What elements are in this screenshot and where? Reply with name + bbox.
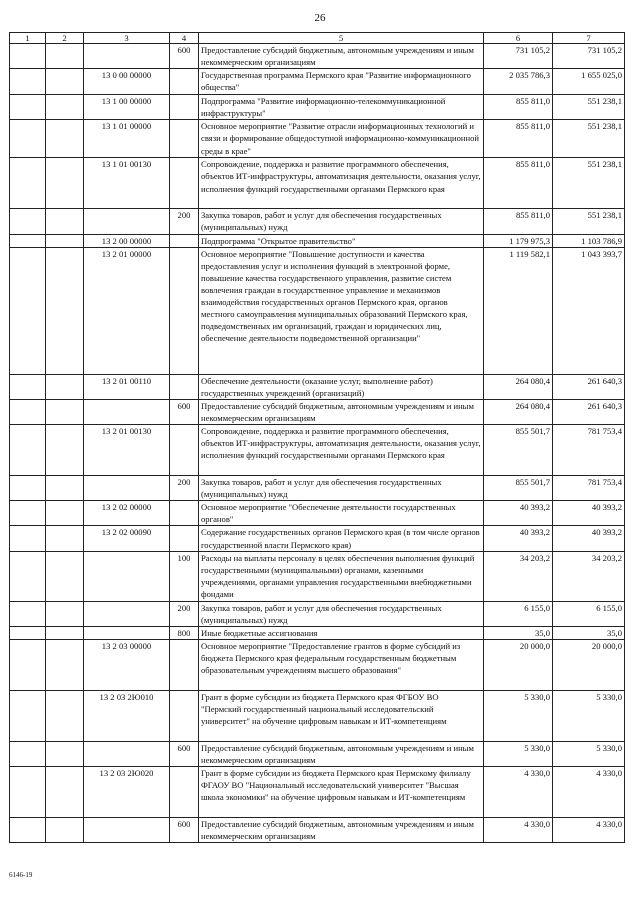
amount-col6: 5 330,0	[484, 690, 553, 741]
target-article-code: 13 2 00 00000	[84, 234, 170, 247]
target-article-code: 13 2 03 2Ю010	[84, 690, 170, 741]
cell-col2	[46, 234, 84, 247]
expense-type-code	[170, 526, 199, 551]
target-article-code: 13 1 01 00130	[84, 158, 170, 209]
amount-col6: 855 811,0	[484, 209, 553, 234]
amount-col7: 35,0	[553, 626, 625, 639]
expense-type-code: 200	[170, 476, 199, 501]
target-article-code	[84, 741, 170, 766]
amount-col6: 4 330,0	[484, 767, 553, 818]
amount-col7: 551 238,1	[553, 120, 625, 158]
cell-col2	[46, 425, 84, 476]
amount-col6: 40 393,2	[484, 501, 553, 526]
table-row	[10, 526, 625, 551]
cell-col2	[46, 767, 84, 818]
amount-col7: 781 753,4	[553, 476, 625, 501]
table-row	[10, 818, 625, 843]
item-name: Предоставление субсидий бюджетным, автономным учреждениям и иным некоммерческим организациям	[199, 741, 484, 766]
cell-col2	[46, 95, 84, 120]
item-name: Основное мероприятие "Развитие отрасли информационных технологий и связи и формирование общедоступной информационно-коммуникационной среды в крае"	[199, 120, 484, 158]
table-row	[10, 690, 625, 741]
table-row	[10, 69, 625, 95]
expense-type-code	[170, 690, 199, 741]
budget-table	[9, 32, 625, 843]
table-row	[10, 425, 625, 476]
amount-col6: 5 330,0	[484, 741, 553, 766]
amount-col6: 2 035 786,3	[484, 69, 553, 95]
cell-col1	[10, 626, 46, 639]
item-name: Подпрограмма "Развитие информационно-телекоммуникационной инфраструктуры"	[199, 95, 484, 120]
amount-col6: 20 000,0	[484, 639, 553, 690]
item-name: Грант в форме субсидии из бюджета Пермского края ФГБОУ ВО "Пермский государственный национальный исследовательский университет" на обучение цифровым навыкам и ИТ-компетенциям	[199, 690, 484, 741]
expense-type-code	[170, 639, 199, 690]
expense-type-code: 600	[170, 399, 199, 424]
page-number: 26	[314, 12, 326, 24]
amount-col7: 1 655 025,0	[553, 69, 625, 95]
table-row	[10, 639, 625, 690]
item-name: Обеспечение деятельности (оказание услуг, выполнение работ) государственных учреждений (организаций)	[199, 374, 484, 399]
table-row	[10, 501, 625, 526]
cell-col1	[10, 120, 46, 158]
table-row	[10, 399, 625, 424]
amount-col7: 5 330,0	[553, 690, 625, 741]
amount-col6: 4 330,0	[484, 818, 553, 843]
target-article-code	[84, 44, 170, 69]
expense-type-code	[170, 69, 199, 95]
amount-col7: 551 238,1	[553, 209, 625, 234]
table-row	[10, 120, 625, 158]
expense-type-code: 200	[170, 601, 199, 626]
target-article-code: 13 1 00 00000	[84, 95, 170, 120]
target-article-code	[84, 399, 170, 424]
cell-col1	[10, 501, 46, 526]
cell-col1	[10, 44, 46, 69]
amount-col7: 6 155,0	[553, 601, 625, 626]
expense-type-code: 100	[170, 551, 199, 601]
cell-col2	[46, 247, 84, 374]
column-header-5: 5	[199, 33, 484, 44]
amount-col7: 551 238,1	[553, 95, 625, 120]
item-name: Государственная программа Пермского края "Развитие информационного общества"	[199, 69, 484, 95]
amount-col6: 1 179 975,3	[484, 234, 553, 247]
amount-col6: 6 155,0	[484, 601, 553, 626]
amount-col6: 35,0	[484, 626, 553, 639]
item-name: Закупка товаров, работ и услуг для обеспечения государственных (муниципальных) нужд	[199, 476, 484, 501]
expense-type-code	[170, 120, 199, 158]
item-name: Подпрограмма "Открытое правительство"	[199, 234, 484, 247]
table-row	[10, 374, 625, 399]
amount-col6: 855 811,0	[484, 158, 553, 209]
item-name: Основное мероприятие "Предоставление грантов в форме субсидий из бюджета Пермского края федеральным государственным бюджетным образовательным учреждениям высшего образования"	[199, 639, 484, 690]
cell-col1	[10, 551, 46, 601]
column-header-4: 4	[170, 33, 199, 44]
cell-col1	[10, 639, 46, 690]
amount-col6: 34 203,2	[484, 551, 553, 601]
cell-col1	[10, 69, 46, 95]
table-row	[10, 44, 625, 69]
cell-col2	[46, 374, 84, 399]
column-header-7: 7	[553, 33, 625, 44]
amount-col6: 264 080,4	[484, 374, 553, 399]
target-article-code: 13 2 02 00090	[84, 526, 170, 551]
amount-col7: 1 043 393,7	[553, 247, 625, 374]
expense-type-code	[170, 234, 199, 247]
table-row	[10, 601, 625, 626]
target-article-code: 13 2 01 00110	[84, 374, 170, 399]
cell-col2	[46, 44, 84, 69]
amount-col7: 4 330,0	[553, 818, 625, 843]
cell-col2	[46, 639, 84, 690]
cell-col2	[46, 120, 84, 158]
cell-col1	[10, 690, 46, 741]
cell-col1	[10, 234, 46, 247]
cell-col1	[10, 741, 46, 766]
target-article-code	[84, 209, 170, 234]
cell-col2	[46, 626, 84, 639]
amount-col7: 34 203,2	[553, 551, 625, 601]
table-row	[10, 551, 625, 601]
item-name: Сопровождение, поддержка и развитие программного обеспечения, объектов ИТ-инфраструктуры, автоматизация деятельности, оказания услуг, исполнения функций государственными органами Пермского края	[199, 425, 484, 476]
table-row	[10, 209, 625, 234]
amount-col7: 551 238,1	[553, 158, 625, 209]
amount-col7: 4 330,0	[553, 767, 625, 818]
cell-col2	[46, 501, 84, 526]
table-row	[10, 476, 625, 501]
amount-col7: 1 103 786,9	[553, 234, 625, 247]
table-row	[10, 626, 625, 639]
target-article-code: 13 1 01 00000	[84, 120, 170, 158]
column-number-row	[10, 33, 625, 44]
amount-col6: 855 811,0	[484, 95, 553, 120]
cell-col1	[10, 399, 46, 424]
column-header-1: 1	[10, 33, 46, 44]
cell-col2	[46, 741, 84, 766]
cell-col1	[10, 425, 46, 476]
item-name: Расходы на выплаты персоналу в целях обеспечения выполнения функций государственными (муниципальными) органами, казенными учреждениями, органами управления государственными внебюджетными фондами	[199, 551, 484, 601]
item-name: Основное мероприятие "Повышение доступности и качества предоставления услуг и исполнения функций в электронной форме, повышение качества государственного управления, развитие систем вовлечения граждан в государственное управление и механизмов взаимодействия государственных органов Пермского края, органов местного самоуправления муниципальных образований Пермского края, подведомственных им организаций, граждан и юридических лиц, обеспечение деятельности подведомственной организации"	[199, 247, 484, 374]
cell-col1	[10, 247, 46, 374]
item-name: Закупка товаров, работ и услуг для обеспечения государственных (муниципальных) нужд	[199, 601, 484, 626]
cell-col2	[46, 551, 84, 601]
item-name: Грант в форме субсидии из бюджета Пермского края Пермскому филиалу ФГАОУ ВО "Национальный исследовательский университет "Высшая школа экономики" на обучение цифровым навыкам и ИТ-компетенциям	[199, 767, 484, 818]
amount-col6: 1 119 582,1	[484, 247, 553, 374]
cell-col2	[46, 69, 84, 95]
amount-col6: 855 501,7	[484, 425, 553, 476]
cell-col2	[46, 690, 84, 741]
cell-col2	[46, 476, 84, 501]
cell-col1	[10, 374, 46, 399]
item-name: Закупка товаров, работ и услуг для обеспечения государственных (муниципальных) нужд	[199, 209, 484, 234]
cell-col1	[10, 767, 46, 818]
amount-col6: 40 393,2	[484, 526, 553, 551]
amount-col7: 781 753,4	[553, 425, 625, 476]
item-name: Сопровождение, поддержка и развитие программного обеспечения, объектов ИТ-инфраструктуры, автоматизация деятельности, оказания услуг, исполнения функций государственными органами Пермского края	[199, 158, 484, 209]
expense-type-code	[170, 767, 199, 818]
amount-col6: 264 080,4	[484, 399, 553, 424]
target-article-code	[84, 601, 170, 626]
cell-col2	[46, 818, 84, 843]
cell-col1	[10, 209, 46, 234]
target-article-code	[84, 476, 170, 501]
expense-type-code: 600	[170, 44, 199, 69]
amount-col7: 261 640,3	[553, 399, 625, 424]
target-article-code	[84, 818, 170, 843]
target-article-code: 13 2 03 2Ю020	[84, 767, 170, 818]
table-row	[10, 767, 625, 818]
cell-col1	[10, 476, 46, 501]
cell-col2	[46, 399, 84, 424]
amount-col6: 731 105,2	[484, 44, 553, 69]
cell-col2	[46, 158, 84, 209]
table-row	[10, 95, 625, 120]
amount-col6: 855 811,0	[484, 120, 553, 158]
cell-col1	[10, 158, 46, 209]
cell-col1	[10, 95, 46, 120]
amount-col7: 40 393,2	[553, 501, 625, 526]
item-name: Иные бюджетные ассигнования	[199, 626, 484, 639]
item-name: Содержание государственных органов Пермского края (в том числе органов государственной власти Пермского края)	[199, 526, 484, 551]
expense-type-code	[170, 501, 199, 526]
item-name: Основное мероприятие "Обеспечение деятельности государственных органов"	[199, 501, 484, 526]
item-name: Предоставление субсидий бюджетным, автономным учреждениям и иным некоммерческим организациям	[199, 399, 484, 424]
cell-col1	[10, 601, 46, 626]
target-article-code: 13 2 01 00130	[84, 425, 170, 476]
table-row	[10, 158, 625, 209]
table-body	[10, 44, 625, 843]
table-row	[10, 234, 625, 247]
amount-col7: 731 105,2	[553, 44, 625, 69]
target-article-code: 13 2 01 00000	[84, 247, 170, 374]
item-name: Предоставление субсидий бюджетным, автономным учреждениям и иным некоммерческим организациям	[199, 44, 484, 69]
column-header-2: 2	[46, 33, 84, 44]
expense-type-code: 200	[170, 209, 199, 234]
amount-col7: 5 330,0	[553, 741, 625, 766]
cell-col2	[46, 601, 84, 626]
expense-type-code	[170, 247, 199, 374]
expense-type-code: 800	[170, 626, 199, 639]
target-article-code: 13 0 00 00000	[84, 69, 170, 95]
target-article-code	[84, 626, 170, 639]
expense-type-code	[170, 95, 199, 120]
target-article-code: 13 2 02 00000	[84, 501, 170, 526]
column-header-6: 6	[484, 33, 553, 44]
document-code: 6146-19	[9, 871, 33, 879]
amount-col7: 20 000,0	[553, 639, 625, 690]
amount-col7: 40 393,2	[553, 526, 625, 551]
item-name: Предоставление субсидий бюджетным, автономным учреждениям и иным некоммерческим организациям	[199, 818, 484, 843]
column-header-3: 3	[84, 33, 170, 44]
expense-type-code	[170, 374, 199, 399]
expense-type-code: 600	[170, 818, 199, 843]
amount-col6: 855 501,7	[484, 476, 553, 501]
target-article-code	[84, 551, 170, 601]
target-article-code: 13 2 03 00000	[84, 639, 170, 690]
expense-type-code	[170, 425, 199, 476]
cell-col1	[10, 818, 46, 843]
cell-col1	[10, 526, 46, 551]
expense-type-code	[170, 158, 199, 209]
cell-col2	[46, 209, 84, 234]
table-row	[10, 247, 625, 374]
expense-type-code: 600	[170, 741, 199, 766]
cell-col2	[46, 526, 84, 551]
table-row	[10, 741, 625, 766]
amount-col7: 261 640,3	[553, 374, 625, 399]
